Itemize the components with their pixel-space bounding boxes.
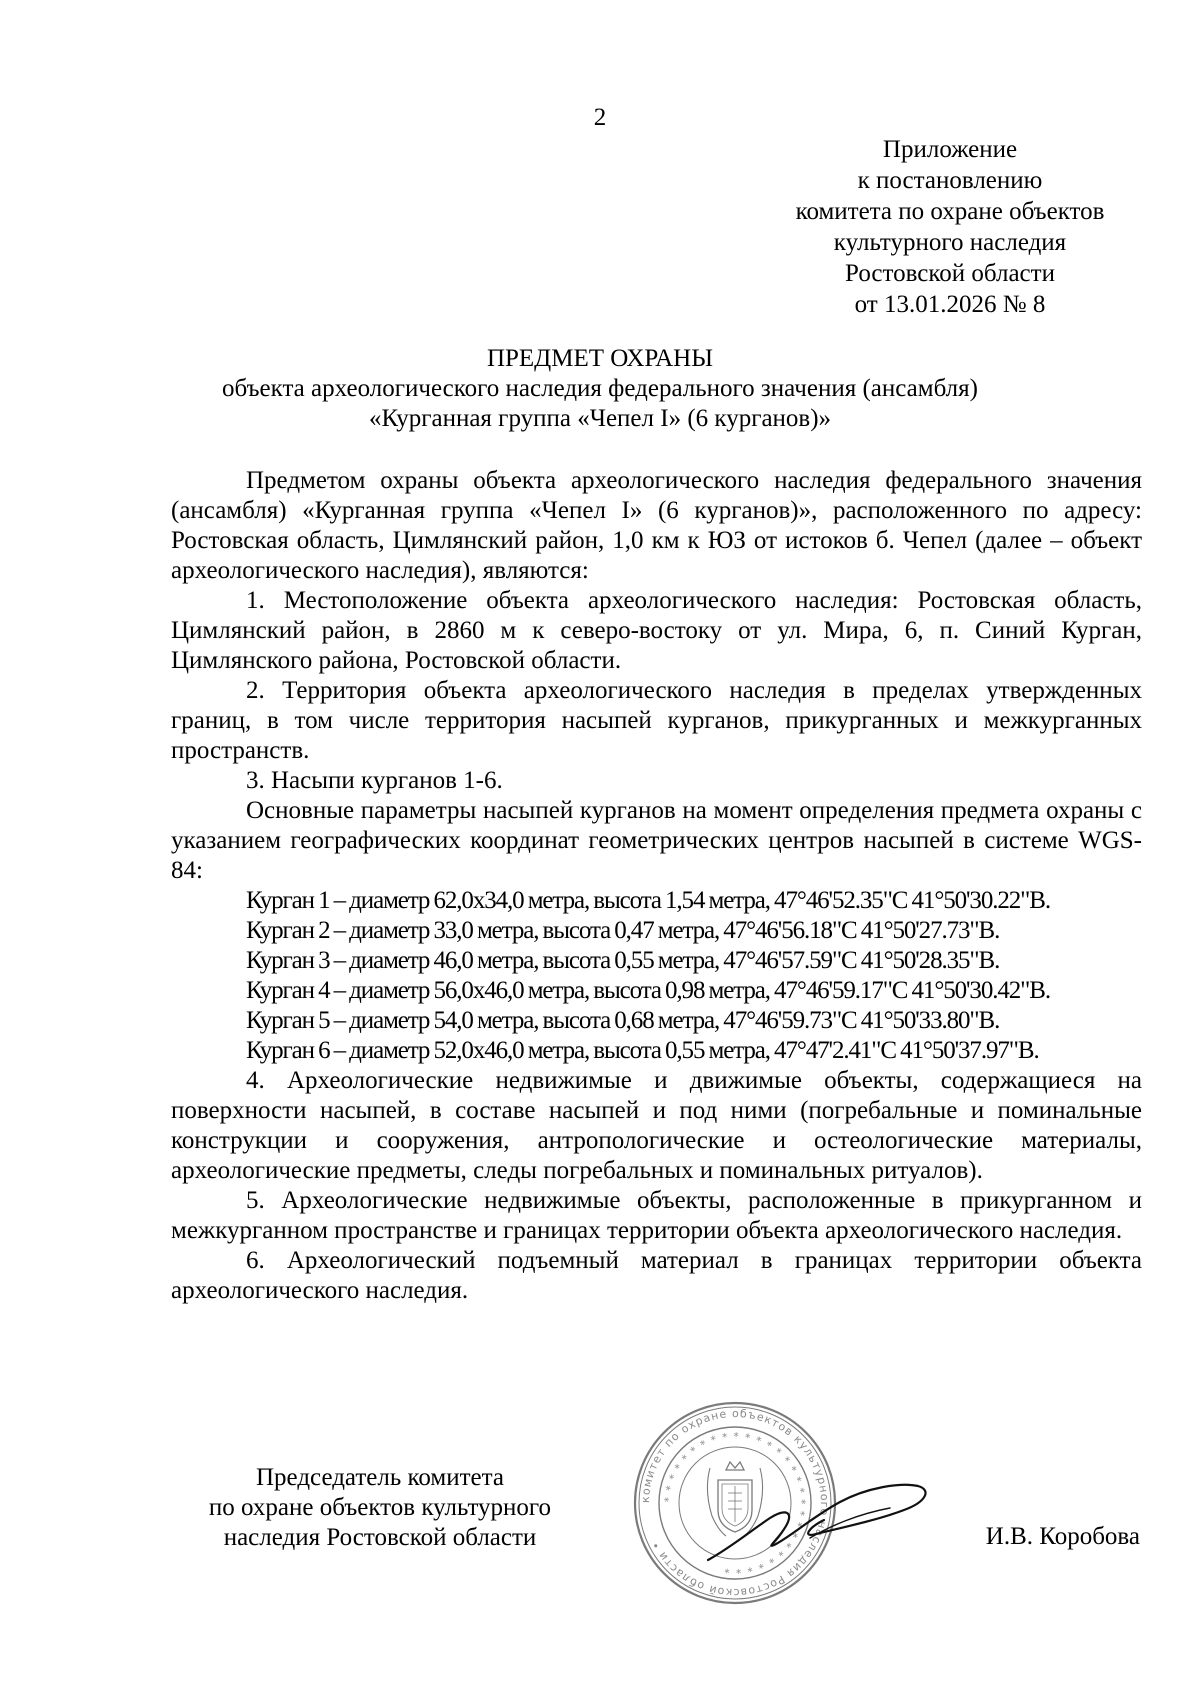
intro-paragraph: Предметом охраны объекта археологического наследия федерального значения (ансамбля) «Курганная группа «Чепел I» (6 курганов)», расположенного по адресу: Ростовская область, Цимлянский район, 1,0 км к ЮЗ от истоков б. Чепел (далее – объект археологического наследия), являются:	[171, 467, 1142, 584]
signatory-position-line: наследия Ростовской области	[223, 1524, 537, 1551]
params-paragraph: Основные параметры насыпей курганов на момент определения предмета охраны с указанием географических координат геометрических центров насыпей в системе WGS-84:	[171, 797, 1142, 884]
signatory-position-line: Председатель комитета	[256, 1464, 504, 1491]
handwritten-signature	[690, 1468, 940, 1578]
appendix-line: от 13.01.2026 № 8	[854, 291, 1046, 318]
appendix-line: Ростовской области	[845, 260, 1055, 287]
document-title	[100, 344, 1100, 434]
title-subline: «Курганная группа «Чепел I» (6 курганов)»	[368, 405, 832, 432]
item-territory: 2. Территория объекта археологического наследия в пределах утвержденных границ, в том числе территория насыпей курганов, прикурганных и межкурганных пространств.	[171, 677, 1142, 764]
appendix-line: к постановлению	[857, 167, 1043, 194]
signatory-position	[170, 1463, 590, 1553]
title-subline: объекта археологического наследия федерального значения (ансамбля)	[222, 375, 978, 402]
appendix-line: Приложение	[882, 136, 1018, 163]
item-immovable-objects: 5. Археологические недвижимые объекты, расположенные в прикурганном и межкурганном пространстве и границах территории объекта археологического наследия.	[171, 1187, 1142, 1244]
appendix-line: культурного наследия	[833, 229, 1067, 256]
item-surface-material: 6. Археологический подъемный материал в границах территории объекта археологического наследия.	[171, 1247, 1142, 1304]
page-number: 2	[593, 104, 607, 131]
svg-text:∗ ∗ ∗ ∗ ∗ ∗ ∗ ∗ ∗ ∗ ∗ ∗ ∗ ∗ ∗: ∗ ∗ ∗ ∗ ∗ ∗ ∗ ∗ ∗ ∗ ∗ ∗ ∗ ∗ ∗ ∗ ∗ ∗ ∗ ∗ ∗ ∗ ∗ ∗ ∗ ∗ ∗ ∗ ∗	[661, 1429, 809, 1577]
document-body	[171, 466, 1142, 1306]
kurgan-line: Курган 6 – диаметр 52,0х46,0 метра, высота 0,55 метра, 47°47'2.41"С 41°50'37.97"В.	[246, 1037, 1039, 1064]
item-archaeological-objects: 4. Археологические недвижимые и движимые объекты, содержащиеся на поверхности насыпей, в составе насыпей и под ними (погребальные и поминальные конструкции и сооружения, антропологические и остеологические материалы, археологические предметы, следы погребальных и поминальных ритуалов).	[171, 1067, 1142, 1184]
signatory-name: И.В. Коробова	[985, 1523, 1140, 1550]
kurgan-line: Курган 1 – диаметр 62,0х34,0 метра, высота 1,54 метра, 47°46'52.35"С 41°50'30.22"В.	[246, 887, 1051, 914]
title-heading: ПРЕДМЕТ ОХРАНЫ	[486, 345, 714, 372]
kurgan-line: Курган 2 – диаметр 33,0 метра, высота 0,47 метра, 47°46'56.18"С 41°50'27.73"В.	[246, 917, 1000, 944]
svg-text:комитет по охране объектов кул: комитет по охране объектов культурного наследия Ростовской области •	[638, 1406, 832, 1600]
item-location: 1. Местоположение объекта археологического наследия: Ростовская область, Цимлянский район, в 2860 м к северо-востоку от ул. Мира, 6, п. Синий Курган, Цимлянского района, Ростовской области.	[171, 587, 1142, 674]
appendix-header	[760, 134, 1140, 320]
item-mounds: 3. Насыпи курганов 1-6.	[246, 767, 503, 794]
kurgan-line: Курган 4 – диаметр 56,0х46,0 метра, высота 0,98 метра, 47°46'59.17"С 41°50'30.42"В.	[246, 977, 1051, 1004]
kurgan-line: Курган 3 – диаметр 46,0 метра, высота 0,55 метра, 47°46'57.59"С 41°50'28.35"В.	[246, 947, 1000, 974]
signatory-position-line: по охране объектов культурного	[208, 1494, 552, 1521]
appendix-line: комитета по охране объектов	[795, 198, 1105, 225]
kurgan-line: Курган 5 – диаметр 54,0 метра, высота 0,68 метра, 47°46'59.73"С 41°50'33.80"В.	[246, 1007, 1000, 1034]
